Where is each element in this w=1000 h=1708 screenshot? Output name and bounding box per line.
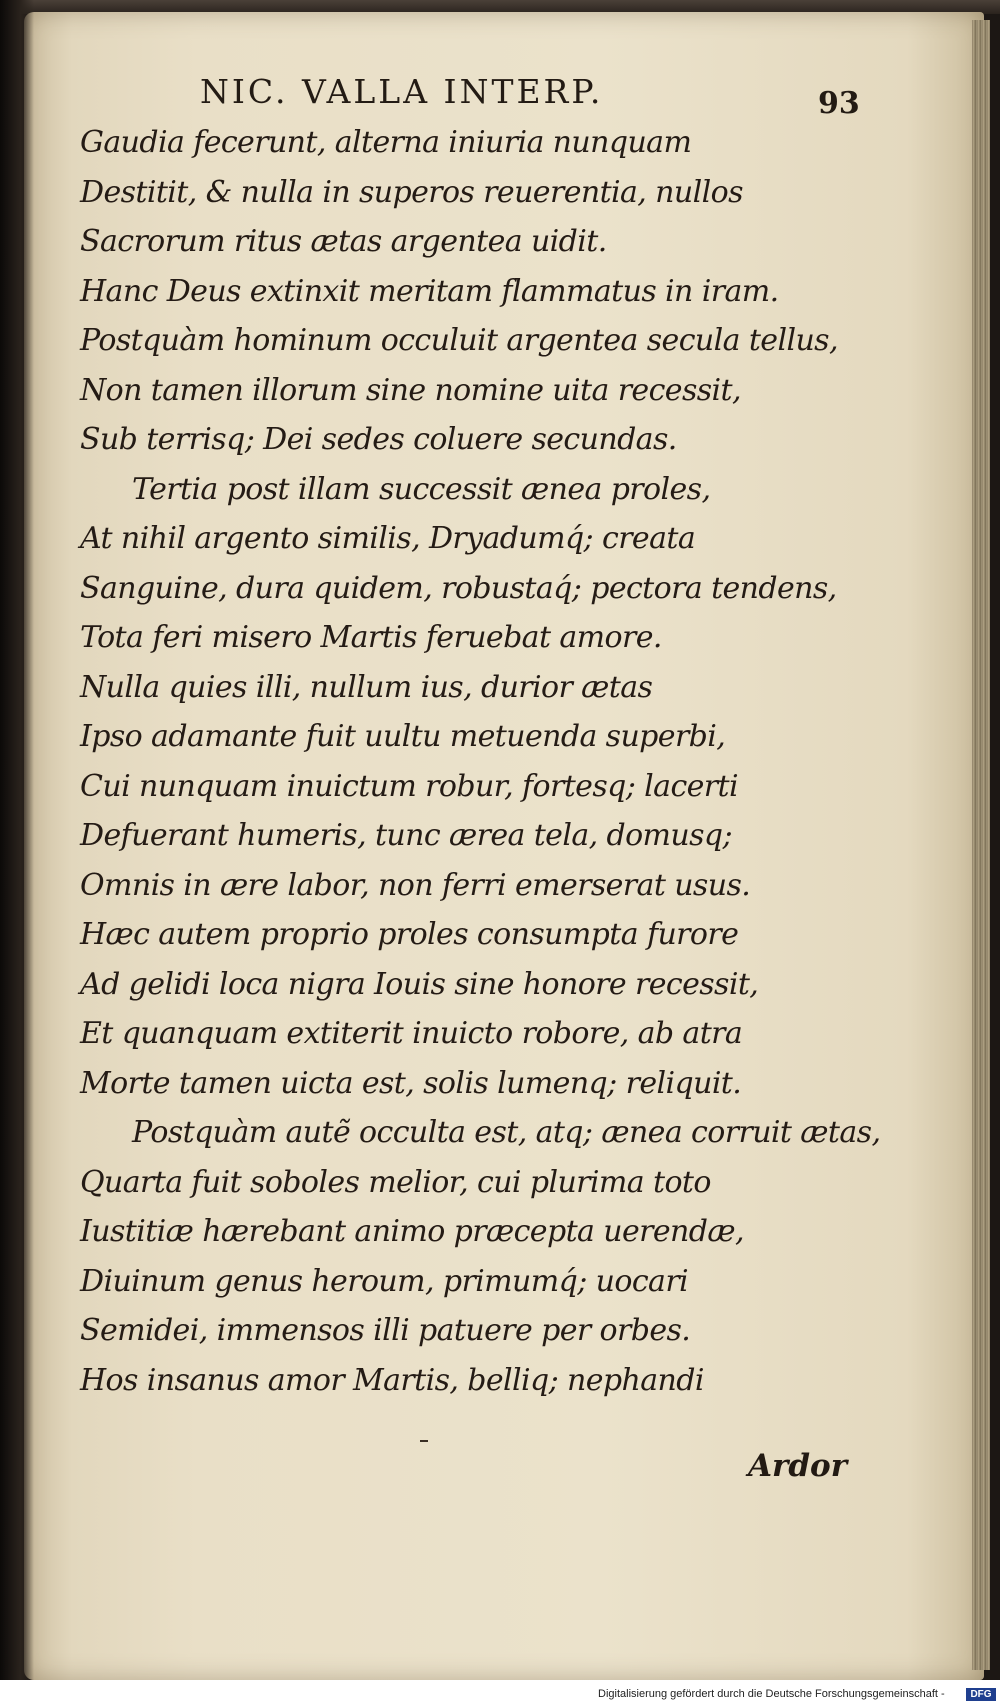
verse-block	[80, 118, 881, 1405]
verse-line: Postquàm hominum occuluit argentea secula tellus,	[80, 323, 838, 358]
running-head: NIC. VALLA INTERP.	[200, 72, 604, 111]
verse-line: Hos insanus amor Martis, belliq; nephandi	[80, 1362, 704, 1398]
verse-line: Sanguine, dura quidem, robustaq́; pectora tendens,	[80, 570, 837, 606]
verse-line: At nihil argento similis, Dryadumq́; creata	[80, 521, 696, 556]
verse-line: Morte tamen uicta est, solis lumenq; reliquit.	[80, 1065, 742, 1101]
verse-line: Ipso adamante fuit uultu metuenda superbi,	[80, 719, 726, 754]
verse-line: Iustitiæ hærebant animo præcepta uerendæ,	[80, 1214, 744, 1249]
verse-line: Non tamen illorum sine nomine uita recessit,	[80, 372, 741, 408]
verse-line: Ad gelidi loca nigra Iouis sine honore recessit,	[80, 966, 759, 1002]
verse-line: Cui nunquam inuictum robur, fortesq; lacerti	[80, 768, 738, 804]
verse-line: Semidei, immensos illi patuere per orbes.	[80, 1313, 691, 1348]
verse-line: Et quanquam extiterit inuicto robore, ab atra	[80, 1016, 743, 1051]
verse-line: Diuinum genus heroum, primumq́; uocari	[80, 1263, 689, 1299]
page-number: 93	[818, 86, 860, 121]
stray-ink-mark	[420, 1440, 428, 1442]
verse-line: Sub terrisq; Dei sedes coluere secundas.	[80, 422, 677, 457]
verse-line: Hæc autem proprio proles consumpta furore	[80, 917, 739, 952]
verse-line: Tertia post illam successit ænea proles,	[132, 471, 711, 507]
verse-line: Gaudia fecerunt, alterna iniuria nunquam	[80, 125, 692, 160]
verse-line: Hanc Deus extinxit meritam flammatus in iram.	[80, 273, 779, 309]
verse-line: Destitit, & nulla in superos reuerentia, nullos	[80, 174, 743, 210]
page-edge-stack	[972, 20, 990, 1670]
verse-line: Sacrorum ritus ætas argentea uidit.	[80, 224, 607, 259]
verse-line: Postquàm autẽ occulta est, atq; ænea corruit ætas,	[132, 1115, 881, 1150]
verse-line: Omnis in ære labor, non ferri emerserat usus.	[80, 867, 751, 903]
verse-line: Nulla quies illi, nullum ius, durior ætas	[80, 669, 653, 705]
binding-shadow	[0, 0, 34, 1708]
catchword: Ardor	[748, 1448, 848, 1484]
verse-line: Defuerant humeris, tunc ærea tela, domusq;	[80, 818, 733, 853]
funding-credit: Digitalisierung gefördert durch die Deutsche Forschungsgemeinschaft -	[598, 1688, 945, 1700]
verse-line: Tota feri misero Martis feruebat amore.	[80, 620, 662, 655]
verse-line: Quarta fuit soboles melior, cui plurima toto	[80, 1164, 711, 1200]
dfg-logo: DFG	[966, 1688, 996, 1701]
